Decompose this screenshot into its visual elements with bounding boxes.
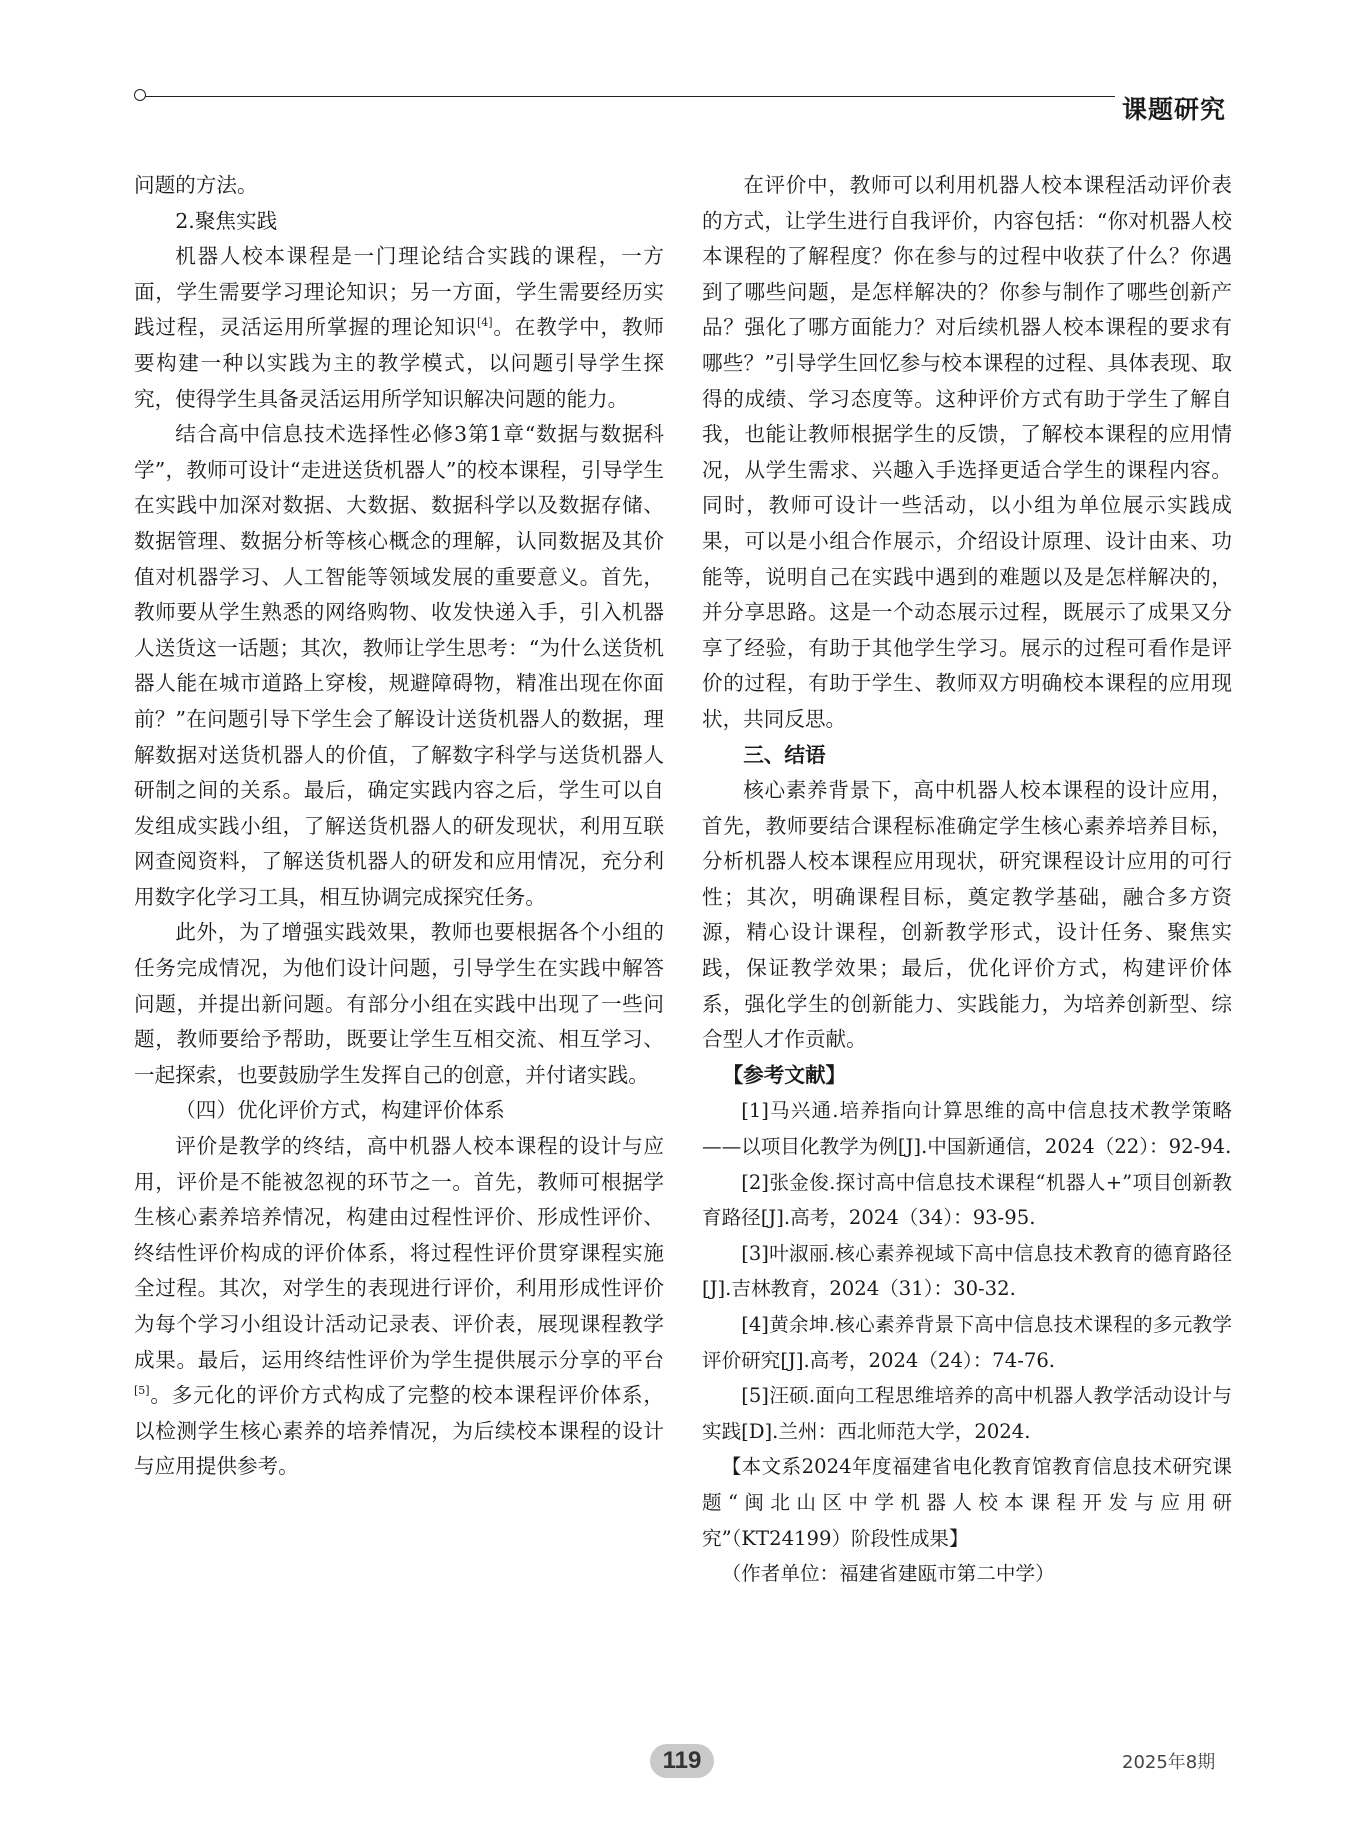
paragraph-text: 评价是教学的终结，高中机器人校本课程的设计与应用，评价是不能被忽视的环节之一。首先，教师可根据学生核心素养培养情况，构建由过程性评价、形成性评价、终结性评价构成的评价体系，将过程性评价贯穿课程实施全过程。其次，对学生的表现进行评价，利用形成性评价为每个学习小组设计活动记录表、评价表，展现课程教学成果。最后，运用终结性评价为学生提供展示分享的平台 (134, 1134, 664, 1372)
subheading-focus-practice: 2.聚焦实践 (175, 208, 278, 233)
section-heading-conclusion: 三、结语 (743, 742, 826, 767)
references-heading: 【参考文献】 (722, 1062, 847, 1087)
paragraph: 此外，为了增强实践效果，教师也要根据各个小组的任务完成情况，为他们设计问题，引导学生在实践中解答问题，并提出新问题。有部分小组在实践中出现了一些问题，教师要给予帮助，既要让学生互相交流、相互学习、一起探索，也要鼓励学生发挥自己的创意，并付诸实践。 (134, 920, 664, 1087)
reference-item: [3]叶淑丽.核心素养视域下高中信息技术教育的德育路径[J].吉林教育，2024（31）：30-32. (702, 1241, 1232, 1301)
page-number: 119 (650, 1744, 714, 1778)
funding-note: 【本文系2024年度福建省电化教育馆教育信息技术研究课题“闽北山区中学机器人校本课程开发与应用研究”（KT24199）阶段性成果】 (702, 1455, 1232, 1550)
paragraph (134, 1129, 664, 1485)
paragraph: 结合高中信息技术选择性必修3第1章“数据与数据科学”，教师可设计“走进送货机器人”的校本课程，引导学生在实践中加深对数据、大数据、数据科学以及数据存储、数据管理、数据分析等核心概念的理解，认同数据及其价值对机器学习、人工智能等领域发展的重要意义。首先，教师要从学生熟悉的网络购物、收发快递入手，引入机器人送货这一话题；其次，教师让学生思考：“为什么送货机器人能在城市道路上穿梭，规避障碍物，精准出现在你面前？”在问题引导下学生会了解设计送货机器人的数据，理解数据对送货机器人的价值，了解数字科学与送货机器人研制之间的关系。最后，确定实践内容之后，学生可以自发组成实践小组，了解送货机器人的研发现状，利用互联网查阅资料，了解送货机器人的研发和应用情况，充分利用数字化学习工具，相互协调完成探究任务。 (134, 422, 664, 909)
reference-item: [5]汪硕.面向工程思维培养的高中机器人教学活动设计与实践[D].兰州：西北师范大学，2024. (702, 1384, 1232, 1443)
header-circle-ornament (134, 89, 146, 101)
paragraph: 核心素养背景下，高中机器人校本课程的设计应用，首先，教师要结合课程标准确定学生核心素养培养目标，分析机器人校本课程应用现状，研究课程设计应用的可行性；其次，明确课程目标，奠定教学基础，融合多方资源，精心设计课程，创新教学形式，设计任务、聚焦实践，保证教学效果；最后，优化评价方式，构建评价体系，强化学生的创新能力、实践能力，为培养创新型、综合型人才作贡献。 (702, 778, 1232, 1052)
paragraph-text: 机器人校本课程是一门理论结合实践的课程，一方面，学生需要学习理论知识；另一方面，学生需要经历实践过程，灵活运用所掌握的理论知识 (134, 244, 664, 340)
paragraph-text: 。在教学中，教师要构建一种以实践为主的教学模式，以问题引导学生探究，使得学生具备灵活运用所学知识解决问题的能力。 (134, 315, 664, 411)
citation-marker: [5] (134, 1384, 150, 1398)
paragraph: 问题的方法。 (134, 173, 258, 197)
paragraph: 在评价中，教师可以利用机器人校本课程活动评价表的方式，让学生进行自我评价，内容包括：“你对机器人校本课程的了解程度？你在参与的过程中收获了什么？你遇到了哪些问题，是怎样解决的？你参与制作了哪些创新产品？强化了哪方面能力？对后续机器人校本课程的要求有哪些？”引导学生回忆参与校本课程的过程、具体表现、取得的成绩、学习态度等。这种评价方式有助于学生了解自我，也能让教师根据学生的反馈，了解校本课程的应用情况，从学生需求、兴趣入手选择更适合学生的课程内容。同时，教师可设计一些活动，以小组为单位展示实践成果，可以是小组合作展示，介绍设计原理、设计由来、功能等，说明自己在实践中遇到的难题以及是怎样解决的，并分享思路。这是一个动态展示过程，既展示了成果又分享了经验，有助于其他学生学习。展示的过程可看作是评价的过程，有助于学生、教师双方明确校本课程的应用现状，共同反思。 (702, 173, 1232, 731)
reference-item: [1]马兴通.培养指向计算思维的高中信息技术教学策略——以项目化教学为例[J].中国新通信，2024（22）：92-94. (702, 1099, 1232, 1159)
subheading-optimize-evaluation: （四）优化评价方式，构建评价体系 (175, 1098, 505, 1123)
right-column (702, 168, 1232, 1592)
paragraph (134, 239, 664, 417)
section-title: 课题研究 (1122, 95, 1227, 124)
reference-item: [4]黄余坤.核心素养背景下高中信息技术课程的多元教学评价研究[J].高考，2024（24）：74-76. (702, 1313, 1232, 1372)
reference-item: [2]张金俊.探讨高中信息技术课程“机器人+”项目创新教育路径[J].高考，2024（34）：93-95. (702, 1170, 1232, 1230)
paragraph-text: 。多元化的评价方式构成了完整的校本课程评价体系，以检测学生核心素养的培养情况，为后续校本课程的设计与应用提供参考。 (134, 1383, 664, 1479)
issue-label: 2025年8期 (1122, 1752, 1216, 1773)
left-column (134, 168, 664, 1485)
citation-marker: [4] (476, 316, 493, 330)
author-affiliation: （作者单位：福建省建瓯市第二中学） (721, 1562, 1055, 1586)
header-rule (145, 96, 1115, 97)
